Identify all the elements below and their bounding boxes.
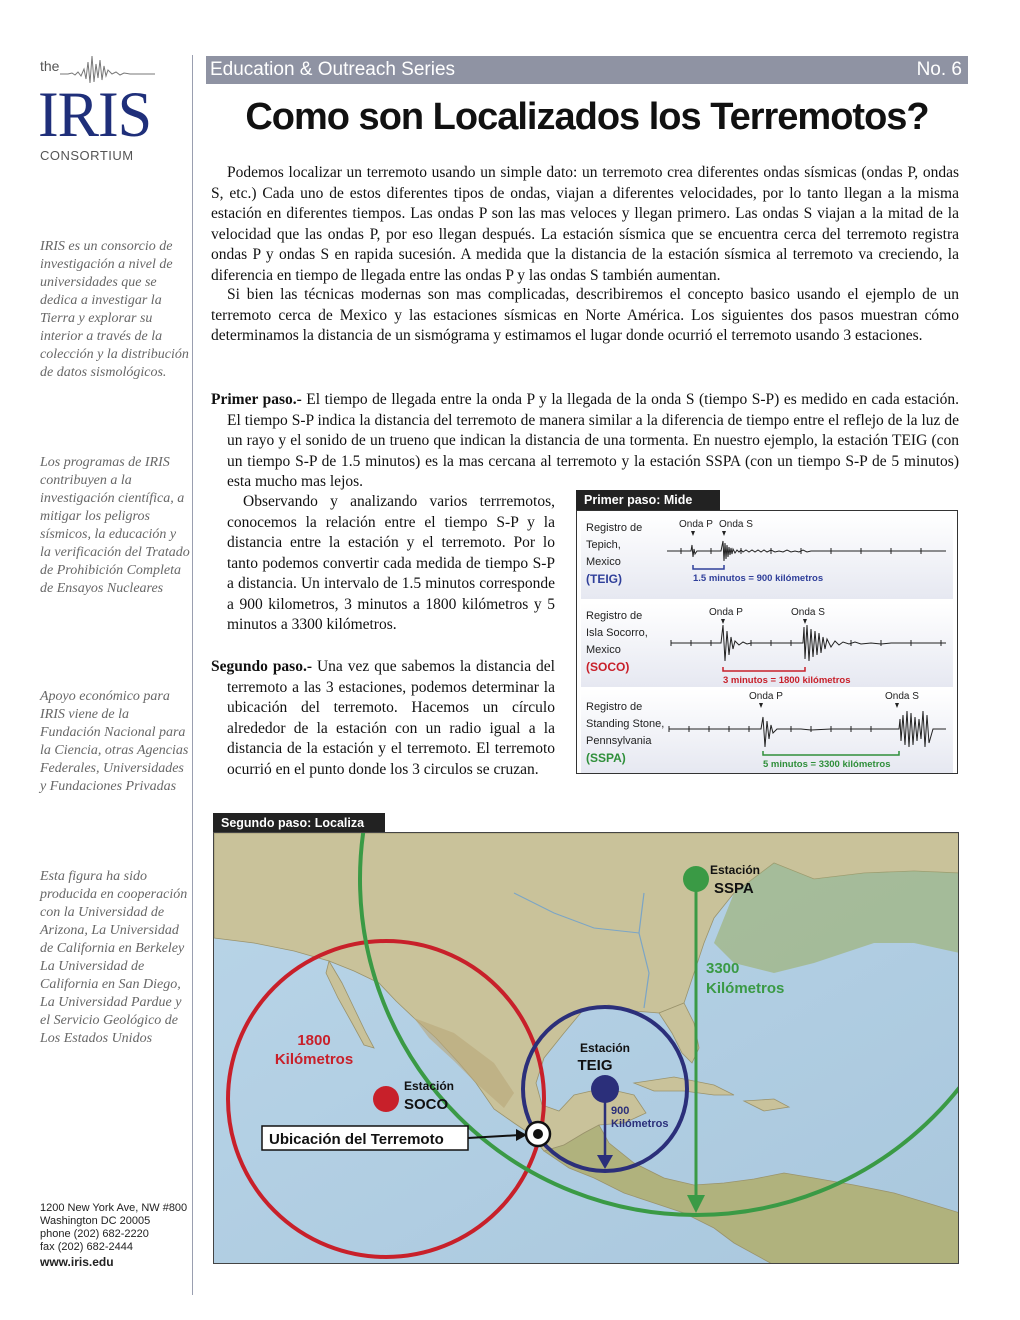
teig-s-label: Onda S — [719, 519, 753, 530]
sspa-arrival-markers — [759, 703, 899, 708]
soco-sp-bracket — [723, 667, 805, 671]
teig-waveform — [581, 515, 953, 599]
soco-station-icon — [373, 1086, 399, 1112]
soco-station-label: Estación — [404, 1079, 455, 1093]
soco-label-line3: Mexico — [586, 644, 621, 656]
address-fax: fax (202) 682-2444 — [40, 1241, 133, 1253]
soco-s-label: Onda S — [791, 607, 825, 618]
teig-label-line3: Mexico — [586, 556, 621, 568]
series-header-bar — [206, 56, 968, 84]
map-figure — [214, 833, 959, 1264]
soco-waveform — [581, 603, 953, 687]
soco-label-line1: Registro de — [586, 610, 643, 622]
logo-the-text: the — [40, 58, 60, 74]
sidebar-note-programs: Los programas de IRIS contribuyen a la investigación científica, a mitigar los peligros sísmicos, la educación y la verificación del Tratado de Prohibición Completa de Ensayos Nucleares — [40, 455, 190, 596]
teig-distance-value: 900 — [611, 1105, 630, 1117]
sspa-distance-value: 3300 — [706, 960, 740, 977]
logo-consortium: CONSORTIUM — [40, 148, 134, 163]
address-line2: Washington DC 20005 — [40, 1215, 151, 1227]
step2-paragraph — [211, 657, 555, 780]
page-title: Como son Localizados los Terremotos? — [245, 96, 929, 138]
teig-arrival-markers — [691, 531, 726, 536]
series-name: Education & Outreach Series — [210, 59, 456, 80]
teig-station-icon — [591, 1075, 619, 1103]
logo-iris: IRIS — [38, 79, 152, 151]
teig-sp-bracket — [693, 565, 724, 569]
sspa-measure: 5 minutos = 3300 kilómetros — [763, 759, 891, 770]
sspa-waveform — [581, 689, 953, 773]
seismogram-soco — [581, 603, 953, 687]
sspa-s-label: Onda S — [885, 691, 919, 702]
soco-label-line2: Isla Socorro, — [586, 627, 648, 639]
teig-label-line2: Tepich, — [586, 539, 621, 551]
sspa-station-label: Estación — [710, 863, 761, 877]
sspa-sp-bracket — [763, 751, 899, 755]
seismogram-teig — [581, 515, 953, 599]
step1-paragraph — [211, 390, 959, 493]
address-block — [40, 1202, 187, 1269]
teig-station-label: Estación — [579, 1041, 631, 1055]
step1-paragraph-2: Observando y analizando varios terrremotos, conocemos la relación entre el tiempo S-P y la distancia entre la estación y el terremoto. Por lo tanto podemos convertir cada medida de tiempo S-P a distancia. Un intervalo de 1.5 minutos corresponde a 900 kilometros, 3 minutos a 1800 kilómetros y 5 minutos a 3300 kilómetros. — [227, 493, 555, 633]
sspa-station-code: SSPA — [714, 880, 754, 897]
sspa-p-label: Onda P — [749, 691, 783, 702]
soco-station-code: SOCO — [404, 1096, 449, 1113]
sidebar-divider — [192, 55, 193, 1295]
soco-arrival-markers — [721, 619, 807, 624]
soco-p-label: Onda P — [709, 607, 743, 618]
teig-p-label: Onda P — [679, 519, 713, 530]
step2-label: Segundo paso.- — [211, 658, 313, 675]
soco-measure: 3 minutos = 1800 kilómetros — [723, 675, 851, 686]
sspa-label-line2: Standing Stone, — [586, 718, 665, 730]
sidebar-note-credits: Esta figura ha sido producida en cooperación con la Universidad de Arizona, La Universidad de California en Berkeley La Universidad de California en San Diego, La Universidad Pardue y el Servicio Geológico de Los Estados Unidos — [40, 869, 188, 1046]
epicenter-center-icon — [533, 1129, 543, 1139]
address-line1: 1200 New York Ave, NW #800 — [40, 1202, 188, 1214]
soco-distance-unit: Kilómetros — [274, 1051, 354, 1068]
location-map — [213, 832, 959, 1264]
teig-label-line1: Registro de — [586, 522, 643, 534]
sidebar-note-about: IRIS es un consorcio de investigación a nivel de universidades que se dedica a investigar la Tierra y explorar su interior a través de la colección y la distribución de datos sismológicos. — [40, 239, 189, 380]
map-panel-tab: Segundo paso: Localiza — [213, 813, 385, 834]
soco-distance-value: 1800 — [297, 1032, 331, 1049]
step1-text: El tiempo de llegada entre la onda P y la llegada de la onda S (tiempo S-P) es medido en cada estación. El tiempo S-P indica la distancia del terremoto de manera similar a la diferencia de tiempo entre el reflejo de la luz de un rayo y el sonido de un trueno que indican la distancia de una tormenta. En nuestro ejemplo, la estación TEIG (con un tiempo S-P de 1.5 minutos) es la mas cercana al terremoto y la estación SSPA (con un tiempo S-P de 5 minutos) esta mucho mas lejos. — [227, 391, 960, 490]
website-link[interactable]: www.iris.edu — [40, 1255, 114, 1269]
step1-label: Primer paso.- — [211, 391, 302, 408]
sidebar-note-funding: Apoyo económico para IRIS viene de la Fundación Nacional para la Ciencia, otras Agencias Federales, Universidades y Fundaciones Privadas — [40, 689, 189, 794]
teig-code: (TEIG) — [586, 572, 622, 586]
sspa-distance-unit: Kilómetros — [706, 980, 785, 997]
seismogram-sspa — [581, 689, 953, 773]
intro-paragraph-2: Si bien las técnicas modernas son mas complicadas, describiremos el concepto basico usando el ejemplo de un terremoto cerca de Mexico y las estaciones sísmicas en Norte América. Los siguientes dos pasos muestran cómo determinamos la distancia de un sismógrama y estimamos el lugar donde ocurrió el terremoto usando 3 estaciones. — [211, 286, 959, 344]
sidebar — [0, 0, 192, 1320]
epicenter-label: Ubicación del Terremoto — [269, 1131, 444, 1148]
seismogram-panel-tab: Primer paso: Mide — [576, 490, 720, 511]
sspa-station-icon — [683, 866, 709, 892]
teig-measure: 1.5 minutos = 900 kilómetros — [693, 573, 824, 584]
sspa-label-line3: Pennsylvania — [586, 735, 652, 747]
teig-station-code: TEIG — [577, 1057, 613, 1074]
intro-paragraph-1: Podemos localizar un terremoto usando un simple dato: un terremoto crea diferentes ondas sísmicas (ondas P, ondas S, etc.) Cada uno de estos diferentes tipos de ondas, viajan a diferentes velocidades, por lo tanto llegan a la misma estación en diferentes tiempos. Las ondas P son las mas veloces y llegan primero. Las ondas S viajan a la mitad de la velocidad que las ondas P, por eso llegan después. La estación sísmica que se encuentra cerca del terremoto registra ondas P y ondas S en rapida sucesión. A medida que la distancia de la estación sísmica al terremoto va creciendo, la diferencia en tiempo de llegada entre las ondas P y las ondas S también aumentan. — [211, 164, 959, 284]
series-number: No. 6 — [916, 59, 962, 80]
address-phone: phone (202) 682-2220 — [40, 1228, 149, 1240]
seismogram-panel — [576, 510, 958, 774]
teig-distance-unit: Kilómetros — [611, 1118, 669, 1130]
step2-text: Una vez que sabemos la distancia del terremoto a las 3 estaciones, podemos determinar la ubicación del terremoto. Hacemos un círculo alrededor de la estación con un radio igual a la distancia de la estación y el terremoto. El terremoto ocurrió en el punto donde los 3 circulos se cruzan. — [227, 658, 555, 778]
sspa-code: (SSPA) — [586, 751, 626, 765]
soco-code: (SOCO) — [586, 660, 630, 674]
sspa-label-line1: Registro de — [586, 701, 643, 713]
